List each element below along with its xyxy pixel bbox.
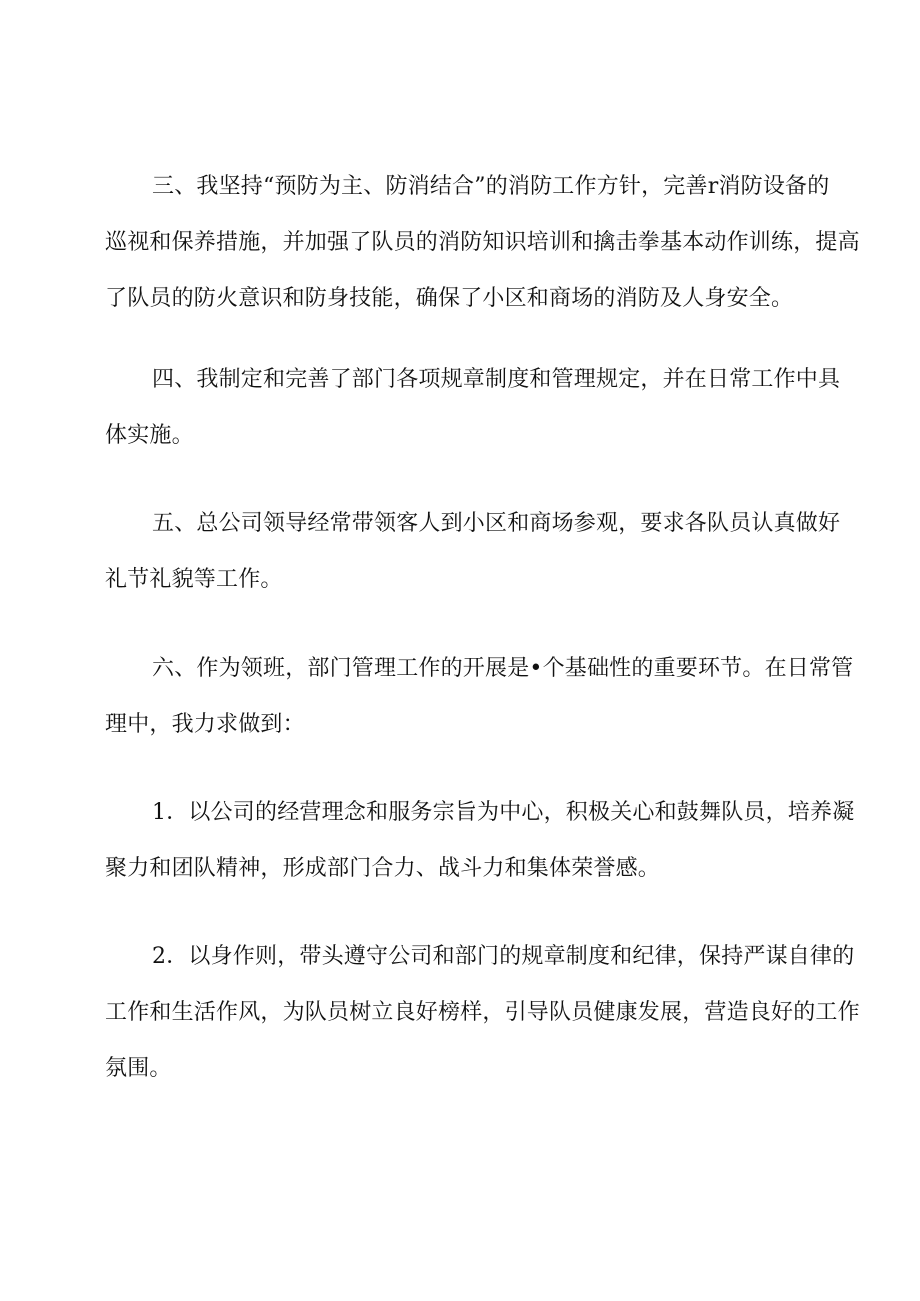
paragraph-fire-safety <box>105 159 860 327</box>
paragraph-line: 六、作为领班，部门管理工作的开展是•个基础性的重要环节。在日常管 <box>152 656 854 681</box>
paragraph-item-2 <box>105 929 860 1097</box>
paragraph-line: 工作和生活作风，为队员树立良好榜样，引导队员健康发展，营造良好的工作 <box>105 1000 860 1025</box>
paragraph-line: 了队员的防火意识和防身技能，确保了小区和商场的消防及人身安全。 <box>105 286 794 311</box>
paragraph-line: 巡视和保养措施，并加强了队员的消防知识培训和擒击拳基本动作训练，提高 <box>105 230 860 255</box>
paragraph-line: 2．以身作则，带头遵守公司和部门的规章制度和纪律，保持严谋自律的 <box>152 944 855 969</box>
paragraph-etiquette <box>105 496 841 608</box>
paragraph-line: 聚力和团队精神，形成部门合力、战斗力和集体荣誉感。 <box>105 856 661 881</box>
paragraph-line: 1．以公司的经营理念和服务宗旨为中心，积极关心和鼓舞队员，培养凝 <box>152 800 855 825</box>
paragraph-line: 理中，我力求做到： <box>105 712 305 737</box>
paragraph-item-1 <box>105 785 855 897</box>
paragraph-management <box>105 641 854 753</box>
paragraph-line: 五、总公司领导经常带领客人到小区和商场参观，要求各队员认真做好 <box>152 511 841 536</box>
paragraph-line: 体实施。 <box>105 423 194 448</box>
paragraph-line: 三、我坚持“预防为主、防消结合”的消防工作方针，完善r消防设备的 <box>152 174 830 199</box>
paragraph-line: 四、我制定和完善了部门各项规章制度和管理规定，并在日常工作中具 <box>152 367 841 392</box>
paragraph-line: 礼节礼貌等工作。 <box>105 567 283 592</box>
paragraph-rules <box>105 352 841 464</box>
paragraph-line: 氛围。 <box>105 1056 172 1081</box>
